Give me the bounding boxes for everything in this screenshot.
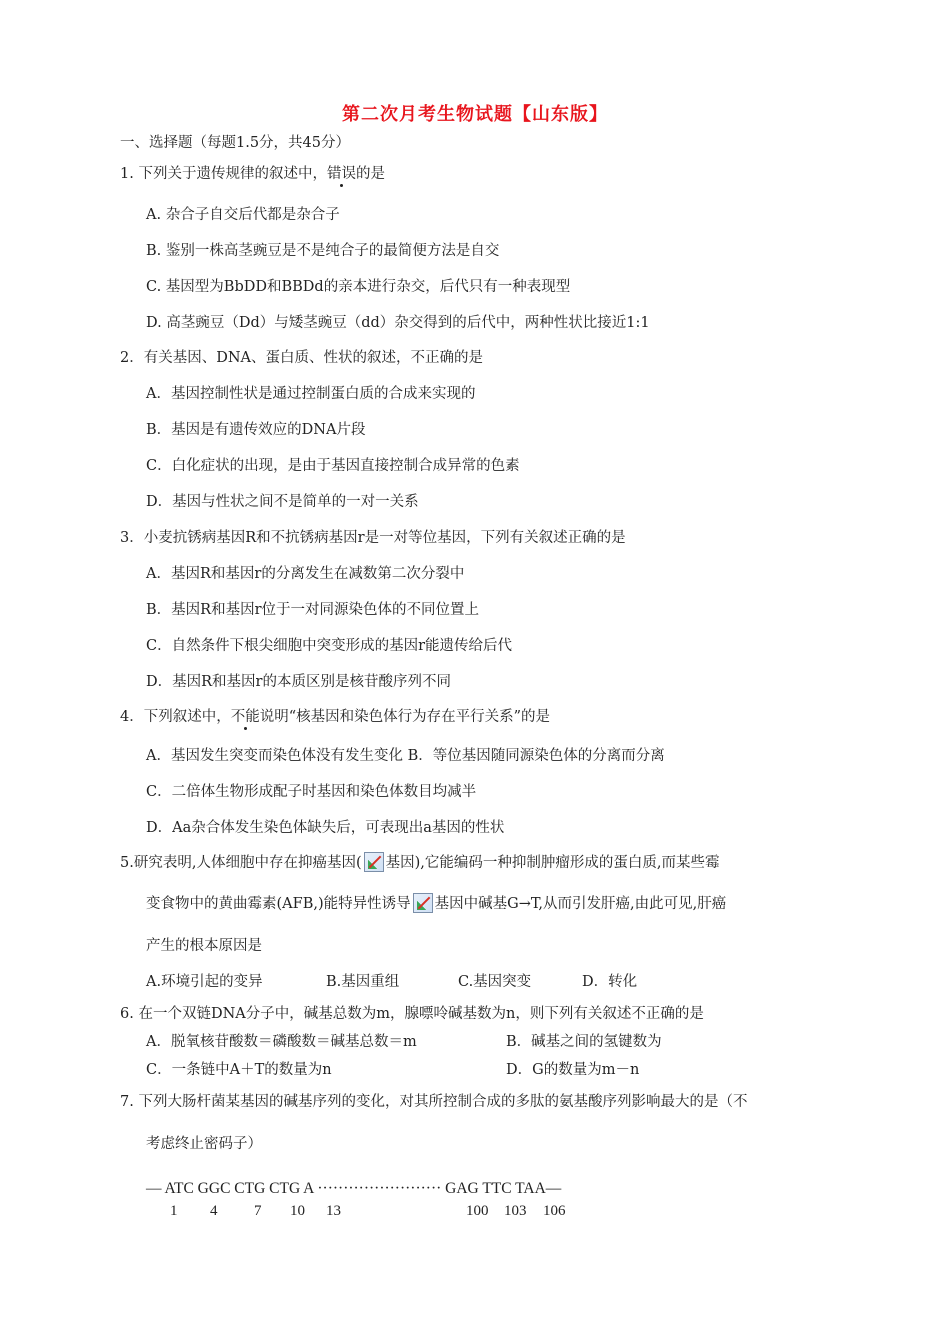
q3-option-a: A．基因R和基因r的分离发生在减数第二次分裂中 bbox=[146, 566, 465, 582]
emphasis-text: 错误 bbox=[326, 166, 356, 182]
question-5-line-3: 产生的根本原因是 bbox=[146, 938, 262, 954]
page-title: 第二次月考生物试题【山东版】 bbox=[342, 104, 608, 125]
q2-option-b: B．基因是有遗传效应的DNA片段 bbox=[146, 422, 366, 438]
broken-image-icon bbox=[413, 893, 433, 913]
q1-option-c: C. 基因型为BbDD和BBDd的亲本进行杂交，后代只有一种表现型 bbox=[146, 279, 571, 295]
q2-option-c: C．白化症状的出现，是由于基因直接控制合成异常的色素 bbox=[146, 458, 520, 474]
question-5-line-2: 变食物中的黄曲霉素(AFB,)能特异性诱导 基因中碱基G→T,从而引发肝癌,由此可见,肝癌 bbox=[146, 892, 726, 913]
q1-option-b: B. 鉴别一株高茎豌豆是不是纯合子的最简便方法是自交 bbox=[146, 243, 500, 259]
position-number: 13 bbox=[326, 1203, 341, 1219]
q4-option-ab: A．基因发生突变而染色体没有发生变化 B．等位基因随同源染色体的分离而分离 bbox=[146, 748, 665, 764]
q6-option-d: D．G的数量为m－n bbox=[506, 1062, 640, 1078]
question-7-stem-2: 考虑终止密码子） bbox=[146, 1136, 262, 1152]
q5-option-c: C.基因突变 bbox=[458, 974, 532, 990]
position-number: 100 bbox=[466, 1203, 489, 1219]
q2-option-a: A．基因控制性状是通过控制蛋白质的合成来实现的 bbox=[146, 386, 476, 402]
position-number: 7 bbox=[254, 1203, 262, 1219]
q3-option-b: B．基因R和基因r位于一对同源染色体的不同位置上 bbox=[146, 602, 480, 618]
q4-option-d: D．Aa杂合体发生染色体缺失后，可表现出a基因的性状 bbox=[146, 820, 505, 836]
question-7-stem: 7. 下列大肠杆菌某基因的碱基序列的变化，对其所控制合成的多肽的氨基酸序列影响最大的是（不 bbox=[120, 1094, 748, 1110]
q6-option-a: A．脱氧核苷酸数＝磷酸数＝碱基总数＝m bbox=[146, 1034, 417, 1050]
q3-option-c: C．自然条件下根尖细胞中突变形成的基因r能遗传给后代 bbox=[146, 638, 513, 654]
q5-option-d: D．转化 bbox=[582, 974, 638, 990]
position-number: 103 bbox=[504, 1203, 527, 1219]
emphasis-text: 不能 bbox=[230, 709, 260, 725]
q6-option-b: B．碱基之间的氢键数为 bbox=[506, 1034, 662, 1050]
q4-option-c: C．二倍体生物形成配子时基因和染色体数目均减半 bbox=[146, 784, 477, 800]
q2-option-d: D．基因与性状之间不是简单的一对一关系 bbox=[146, 494, 419, 510]
question-1-stem: 1. 下列关于遗传规律的叙述中，错误的是 bbox=[120, 166, 385, 182]
question-3-stem: 3．小麦抗锈病基因R和不抗锈病基因r是一对等位基因，下列有关叙述正确的是 bbox=[120, 530, 626, 546]
question-2-stem: 2．有关基因、DNA、蛋白质、性状的叙述，不正确的是 bbox=[120, 350, 484, 366]
question-4-stem: 4．下列叙述中，不能说明“核基因和染色体行为存在平行关系”的是 bbox=[120, 709, 551, 725]
broken-image-icon bbox=[364, 852, 384, 872]
q1-option-d: D. 高茎豌豆（Dd）与矮茎豌豆（dd）杂交得到的后代中，两种性状比接近1:1 bbox=[146, 315, 650, 331]
q5-option-b: B.基因重组 bbox=[326, 974, 400, 990]
base-sequence: — ATC GGC CTG CTG A ························ GAG TTC TAA— bbox=[146, 1180, 562, 1197]
position-number: 106 bbox=[543, 1203, 566, 1219]
section-heading: 一、选择题（每题1.5分，共45分） bbox=[120, 135, 351, 151]
question-6-stem: 6. 在一个双链DNA分子中，碱基总数为m，腺嘌呤碱基数为n，则下列有关叙述不正确的是 bbox=[120, 1006, 704, 1022]
q3-option-d: D．基因R和基因r的本质区别是核苷酸序列不同 bbox=[146, 674, 451, 690]
q6-option-c: C．一条链中A＋T的数量为n bbox=[146, 1062, 332, 1078]
q5-option-a: A.环境引起的变异 bbox=[146, 974, 263, 990]
position-number: 10 bbox=[290, 1203, 305, 1219]
question-5-line-1: 5.研究表明,人体细胞中存在抑癌基因( 基因),它能编码一种抑制肿瘤形成的蛋白质,而某些霉 bbox=[120, 851, 719, 872]
position-number: 1 bbox=[170, 1203, 178, 1219]
position-number: 4 bbox=[210, 1203, 218, 1219]
q1-option-a: A. 杂合子自交后代都是杂合子 bbox=[146, 207, 340, 223]
